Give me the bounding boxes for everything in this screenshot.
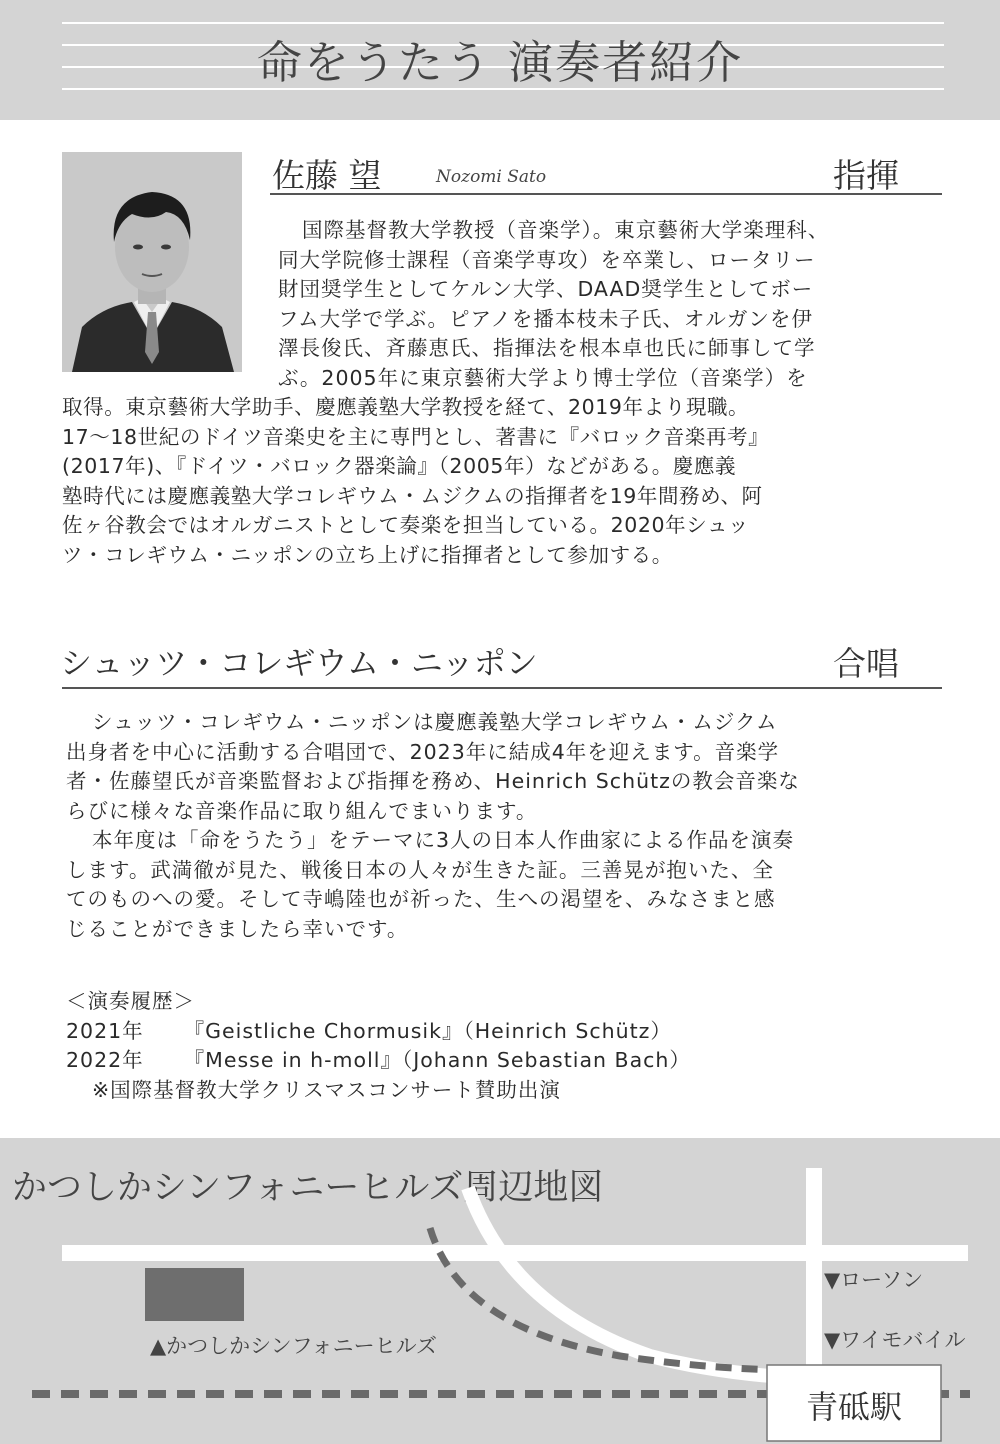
conductor-romaji: Nozomi Sato (436, 167, 547, 187)
page-title: 命をうたう 演奏者紹介 (256, 36, 744, 89)
map-curved-road (468, 1188, 800, 1378)
map-title: かつしかシンフォニーヒルズ周辺地図 (12, 1168, 604, 1208)
history-item (66, 1017, 691, 1047)
map-venue-building (145, 1268, 244, 1321)
conductor-bio-lower (62, 393, 769, 570)
area-map (0, 1138, 1000, 1444)
bio-line: 佐ヶ谷教会ではオルガニストとして奏楽を担当している。2020年シュッ (62, 513, 750, 537)
history-year: 2022年 (66, 1048, 144, 1072)
choir-heading-underline (62, 687, 942, 689)
history-note: ※国際基督教大学クリスマスコンサート賛助出演 (92, 1077, 561, 1102)
header-rule (62, 22, 944, 24)
history-heading: ＜演奏履歴＞ (66, 989, 195, 1013)
history-work: 『Messe in h-moll』（Johann Sebastian Bach） (183, 1048, 691, 1072)
lawson-label: ▼ローソン (824, 1268, 924, 1292)
choir-line: 出身者を中心に活動する合唱団で、2023年に結成4年を迎えます。音楽学 (66, 739, 780, 764)
history-work: 『Geistliche Chormusik』（Heinrich Schütz） (183, 1018, 672, 1043)
choir-description (66, 708, 800, 944)
ymobile-label: ▼ワイモバイル (824, 1328, 966, 1352)
bio-line: ツ・コレギウム・ニッポンの立ち上げに指揮者として参加する。 (62, 542, 673, 567)
choir-line: シュッツ・コレギウム・ニッポンは慶應義塾大学コレギウム・ムジクム (92, 710, 778, 734)
history-item (66, 1046, 691, 1076)
page-header (0, 0, 1000, 120)
bio-line: (2017年)、『ドイツ・バロック器楽論』（2005年）などがある。慶應義 (62, 454, 737, 478)
bio-line: 同大学院修士課程（音楽学専攻）を卒業し、ロータリー (278, 247, 816, 272)
choir-line: てのものへの愛。そして寺嶋陸也が祈った、生への渇望を、みなさまと感 (66, 887, 776, 911)
station-label: 青砥駅 (805, 1388, 902, 1426)
choir-role: 合唱 (833, 644, 899, 683)
bio-line: 17～18世紀のドイツ音楽史を主に専門とし、著書に『バロック音楽再考』 (62, 424, 770, 449)
conductor-photo (62, 152, 242, 372)
portrait-illustration (62, 152, 242, 372)
conductor-heading-underline (270, 193, 942, 195)
map-side-road (806, 1168, 822, 1388)
choir-line: 者・佐藤望氏が音楽監督および指揮を務め、Heinrich Schützの教会音楽な (66, 769, 800, 793)
performance-history (66, 987, 691, 1105)
bio-line: 取得。東京藝術大学助手、慶應義塾大学教授を経て、2019年より現職。 (62, 395, 750, 419)
bio-line: 財団奨学生としてケルン大学、DAAD奨学生としてボー (278, 277, 814, 301)
conductor-name: 佐藤 望 (272, 156, 382, 195)
choir-line: じることができましたら幸いです。 (66, 916, 409, 941)
choir-line: らびに様々な音楽作品に取り組んでまいります。 (66, 798, 538, 823)
conductor-role: 指揮 (833, 156, 899, 195)
conductor-bio-upper (278, 216, 829, 393)
bio-line: ぶ。2005年に東京藝術大学より博士学位（音楽学）を (278, 365, 808, 390)
choir-line: します。武満徹が見た、戦後日本の人々が生きた証。三善晃が抱いた、全 (66, 857, 774, 882)
bio-line: 塾時代には慶應義塾大学コレギウム・ムジクムの指揮者を19年間務め、阿 (62, 483, 763, 508)
history-year: 2021年 (66, 1018, 144, 1043)
bio-line: フム大学で学ぶ。ピアノを播本枝未子氏、オルガンを伊 (278, 306, 813, 331)
venue-label: ▲かつしかシンフォニーヒルズ (150, 1334, 437, 1358)
choir-line: 本年度は「命をうたう」をテーマに3人の日本人作曲家による作品を演奏 (92, 828, 795, 852)
map-main-road (62, 1245, 968, 1261)
bio-line: 澤長俊氏、斉藤恵氏、指揮法を根本卓也氏に師事して学 (278, 336, 816, 360)
choir-name: シュッツ・コレギウム・ニッポン (60, 644, 538, 682)
bio-line: 国際基督教大学教授（音楽学）。東京藝術大学楽理科、 (302, 218, 830, 242)
